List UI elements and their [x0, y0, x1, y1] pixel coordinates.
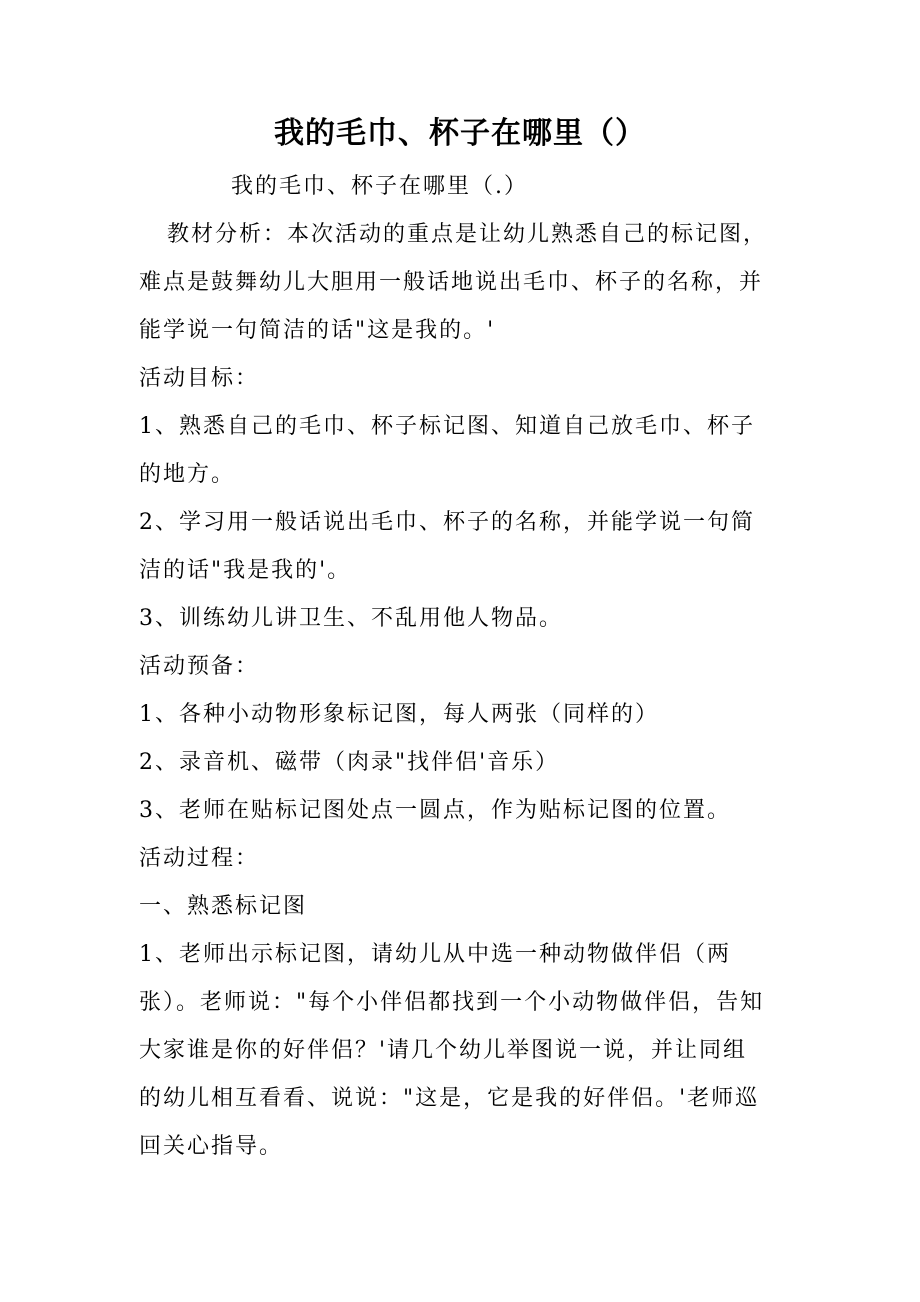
paragraph-line: 的地方。 [139, 462, 236, 487]
paragraph-line: 张）。老师说："每个小伴侣都找到一个小动物做伴侣，告知 [139, 990, 765, 1015]
paragraph-line: 大家谁是你的好伴侣？'请几个幼儿举图说一说，并让同组 [139, 1038, 748, 1063]
list-item: 1、各种小动物形象标记图，每人两张（同样的） [139, 702, 659, 727]
section-heading: 活动预备： [139, 654, 260, 679]
paragraph-line: 教材分析：本次活动的重点是让幼儿熟悉自己的标记图， [167, 222, 768, 247]
list-item: 3、老师在贴标记图处点一圆点，作为贴标记图的位置。 [139, 798, 731, 823]
subsection-heading: 一、熟悉标记图 [139, 894, 308, 919]
document-title: 我的毛巾、杯子在哪里（） [274, 116, 646, 151]
list-item: 1、老师出示标记图，请幼儿从中选一种动物做伴侣（两 [139, 942, 731, 967]
paragraph-line: 的幼儿相互看看、说说："这是，它是我的好伴侣。'老师巡 [139, 1086, 760, 1111]
list-item: 2、录音机、磁带（肉录"找伴侣'音乐） [139, 750, 560, 775]
paragraph-line: 能学说一句简洁的话"这是我的。' [139, 318, 496, 343]
paragraph-line: 洁的话"我是我的'。 [139, 558, 352, 583]
section-heading: 活动目标： [139, 366, 260, 391]
list-item: 1、熟悉自己的毛巾、杯子标记图、知道自己放毛巾、杯子 [139, 414, 755, 439]
list-item: 3、训练幼儿讲卫生、不乱用他人物品。 [139, 606, 563, 631]
document-subtitle: 我的毛巾、杯子在哪里（.） [231, 174, 528, 199]
section-heading: 活动过程： [139, 846, 260, 871]
list-item: 2、学习用一般话说出毛巾、杯子的名称，并能学说一句简 [139, 510, 755, 535]
document-body [139, 163, 794, 1171]
paragraph-line: 难点是鼓舞幼儿大胆用一般话地说出毛巾、杯子的名称，并 [139, 270, 764, 295]
paragraph-line: 回关心指导。 [139, 1134, 284, 1159]
